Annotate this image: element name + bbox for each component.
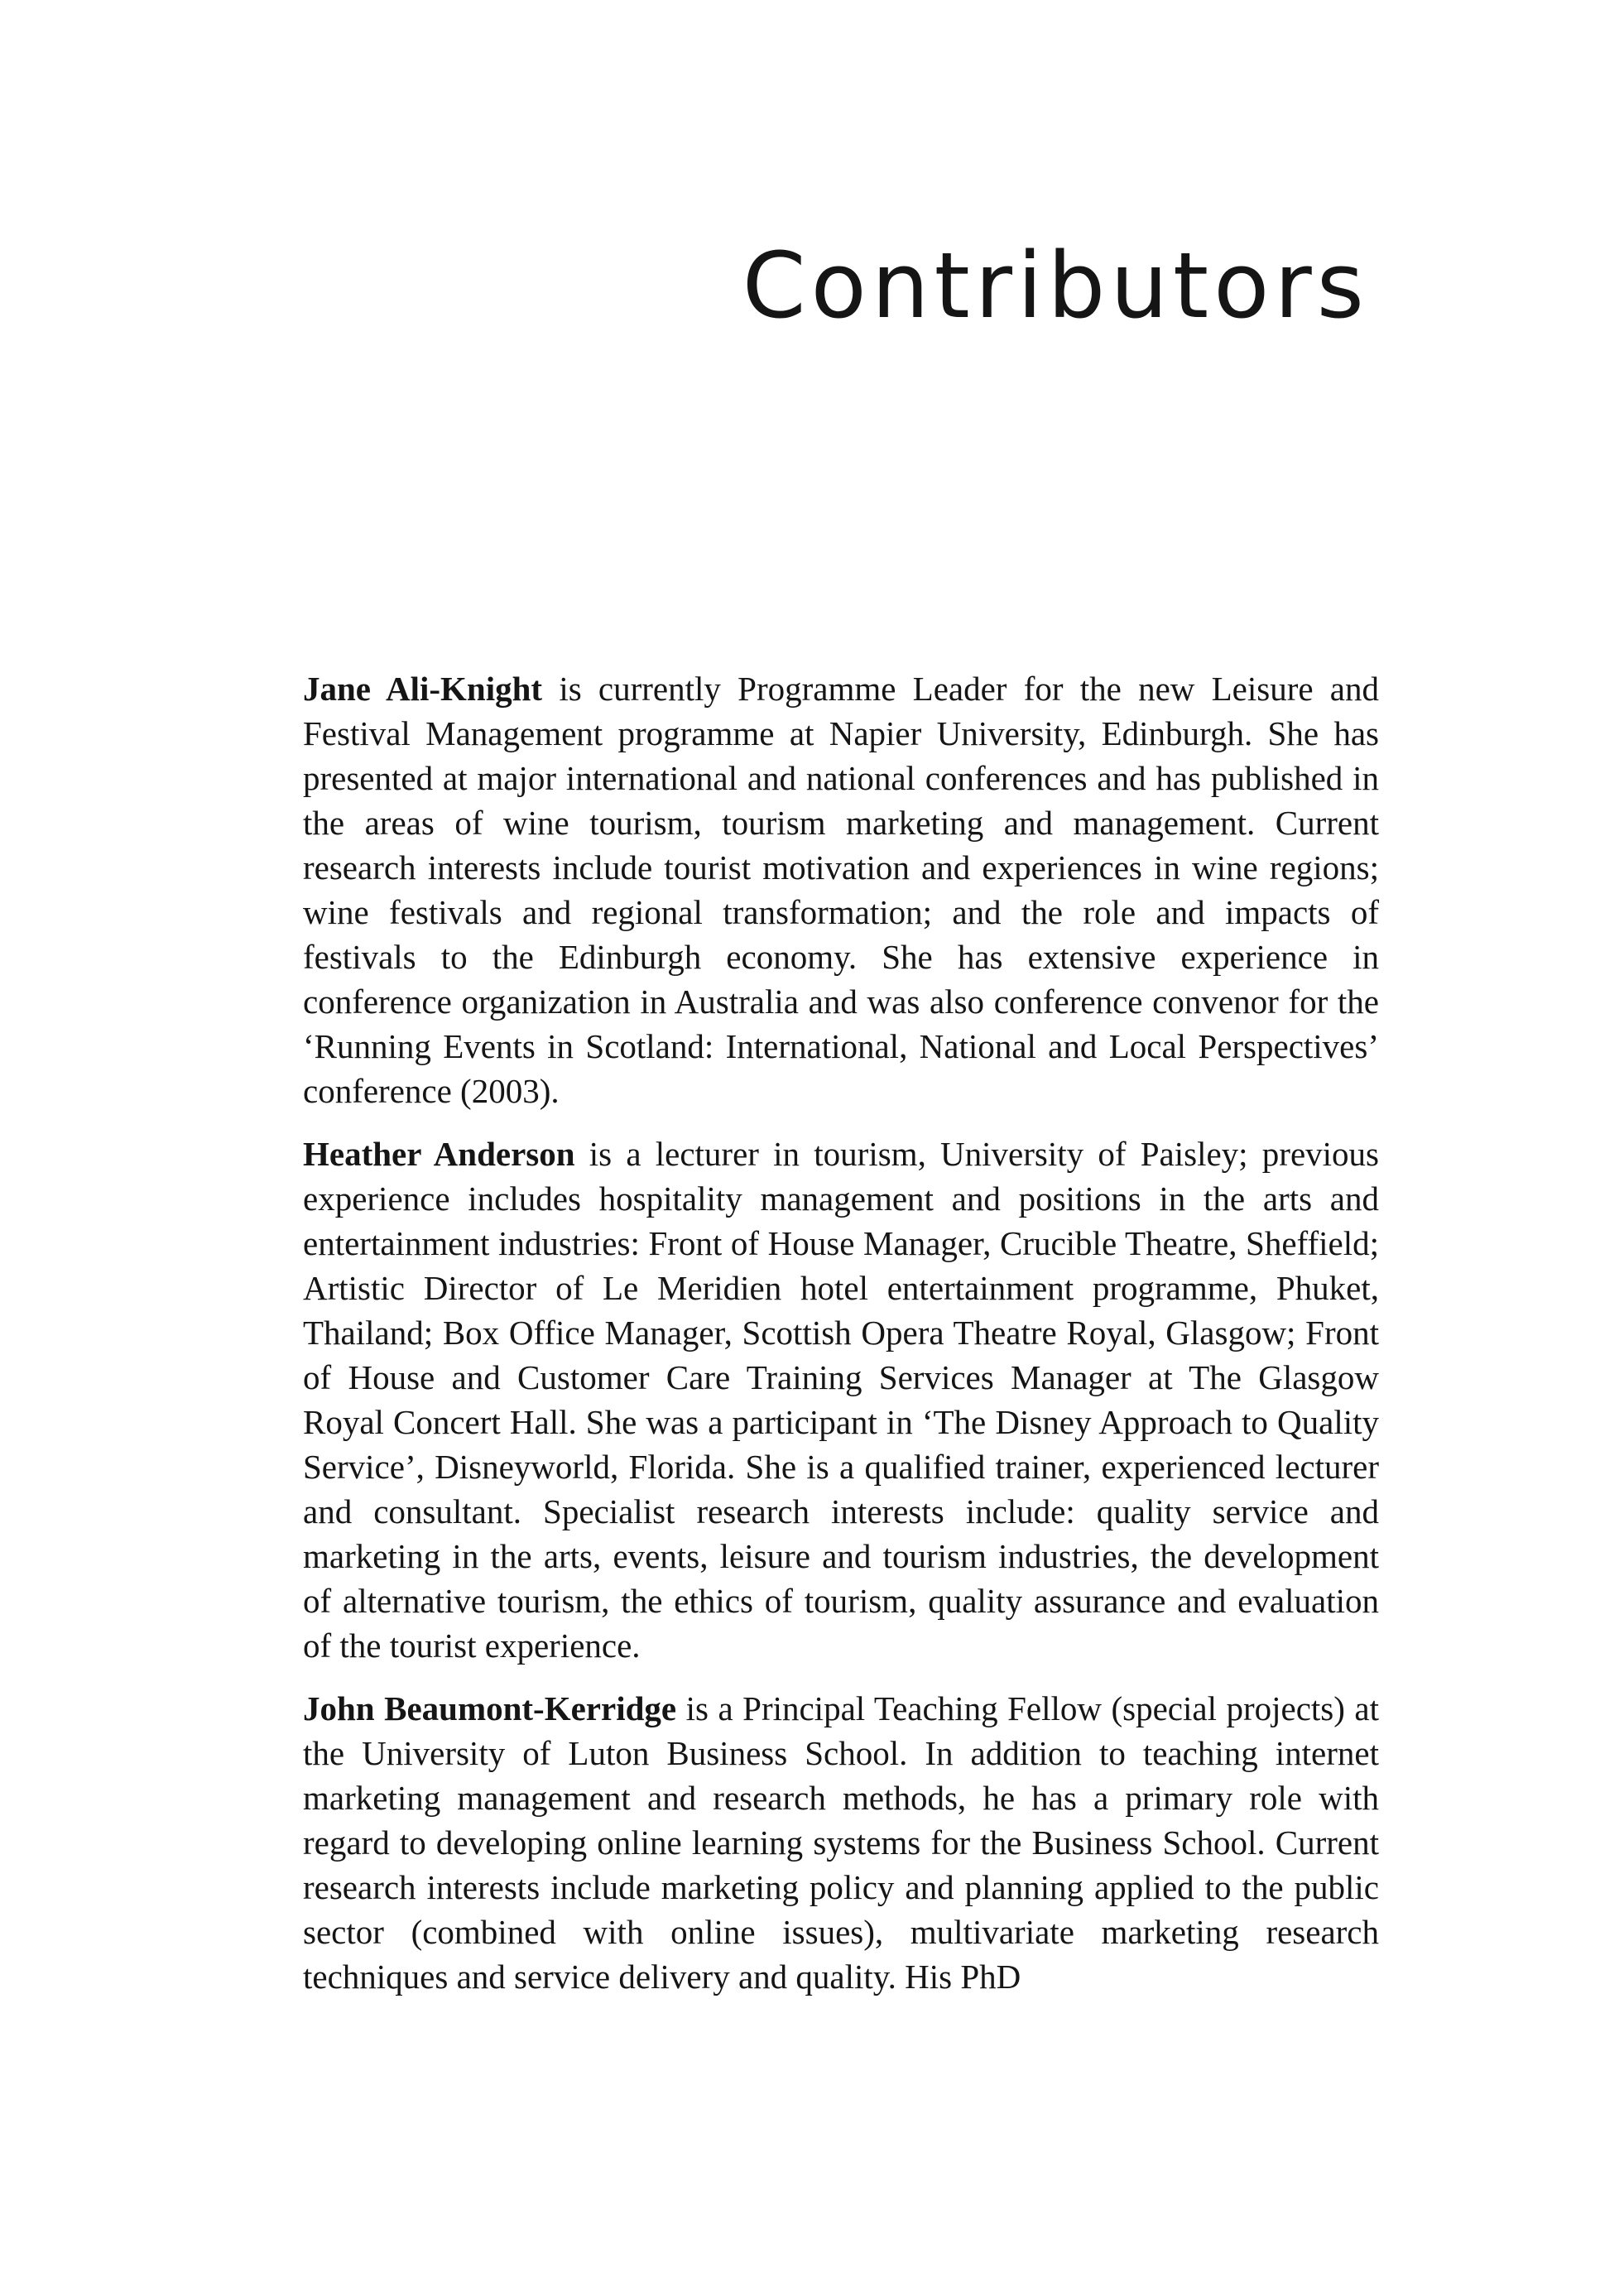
contributors-list	[303, 666, 1379, 2017]
contributor-bio: is a Principal Teaching Fellow (special projects) at the University of Luton Business School. In addition to teaching internet marketing management and research methods, he has a primary role with regard to developing online learning systems for the Business School. Current research interests include marketing policy and planning applied to the public sector (combined with online issues), multivariate marketing research techniques and service delivery and quality. His PhD	[303, 1689, 1379, 1996]
contributor-name: John Beaumont-Kerridge	[303, 1689, 677, 1727]
contributor-bio: is a lecturer in tourism, University of Paisley; previous experience includes hospitality management and positions in the arts and entertainment industries: Front of House Manager, Crucible Theatre, Sheffield; Artistic Director of Le Meridien hotel entertainment programme, Phuket, Thailand; Box Office Manager, Scottish Opera Theatre Royal, Glasgow; Front of House and Customer Care Training Services Manager at The Glasgow Royal Concert Hall. She was a participant in ‘The Disney Approach to Quality Service’, Disneyworld, Florida. She is a qualified trainer, experienced lecturer and consultant. Specialist research interests include: quality service and marketing in the arts, events, leisure and tourism industries, the development of alternative tourism, the ethics of tourism, quality assurance and evaluation of the tourist experience.	[303, 1135, 1379, 1665]
contributor-entry	[303, 1686, 1379, 1999]
contributor-name: Heather Anderson	[303, 1135, 575, 1173]
contributor-entry	[303, 1131, 1379, 1668]
contributor-name: Jane Ali-Knight	[303, 670, 543, 708]
contributor-entry	[303, 666, 1379, 1113]
page-title: Contributors	[742, 233, 1369, 339]
contributor-bio: is currently Programme Leader for the new Leisure and Festival Management programme at Napier University, Edinburgh. She has presented at major international and national conferences and has published in the areas of wine tourism, tourism marketing and management. Current research interests include tourist motivation and experiences in wine regions; wine festivals and regional transformation; and the role and impacts of festivals to the Edinburgh economy. She has extensive experience in conference organization in Australia and was also conference convenor for the ‘Running Events in Scotland: International, National and Local Perspectives’ conference (2003).	[303, 670, 1380, 1110]
